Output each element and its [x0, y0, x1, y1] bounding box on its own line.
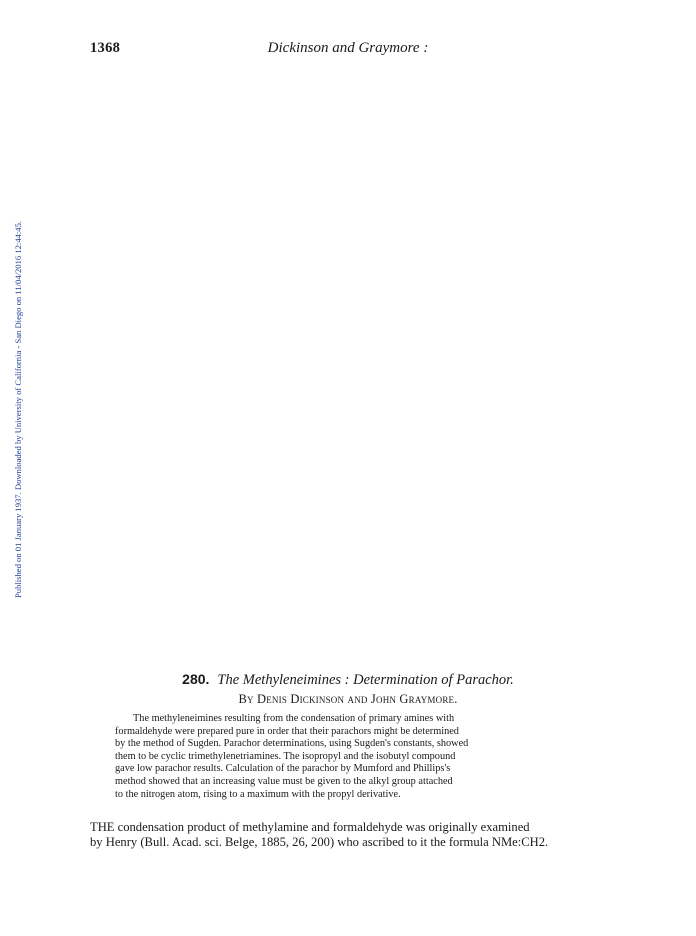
article-number: 280. [182, 671, 210, 687]
byline: By Denis Dickinson and John Graymore. [238, 692, 458, 706]
article-title [0, 671, 696, 689]
abstract-line: formaldehyde were prepared pure in order that their parachors might be determined [115, 725, 459, 737]
abstract [115, 713, 579, 801]
body-text [90, 820, 605, 850]
abstract-line: them to be cyclic trimethylenetriamines. The isopropyl and the isobutyl compound [115, 750, 456, 762]
body-line: THE condensation product of methylamine and formaldehyde was originally examined [90, 820, 530, 834]
abstract-line: to the nitrogen atom, rising to a maximum with the propyl derivative. [115, 788, 401, 800]
download-stamp: Published on 01 January 1937. Downloaded by University of California - San Diego on 11/04/2016 12:44:45. [13, 220, 23, 598]
page-number: 1368 [90, 40, 121, 56]
body-line: by Henry (Bull. Acad. sci. Belge, 1885, 26, 200) who ascribed to it the formula NMe:CH2. [90, 835, 549, 849]
article-title-text: The Methyleneimines : Determination of Parachor. [217, 672, 514, 688]
abstract-line: The methyleneimines resulting from the condensation of primary amines with [133, 713, 455, 724]
abstract-line: gave low parachor results. Calculation of the parachor by Mumford and Phillips's [115, 763, 451, 775]
running-head: Dickinson and Graymore : [267, 40, 429, 56]
abstract-line: by the method of Sugden. Parachor determinations, using Sugden's constants, showed [115, 738, 469, 750]
abstract-line: method showed that an increasing value must be given to the alkyl group attached [115, 775, 453, 787]
